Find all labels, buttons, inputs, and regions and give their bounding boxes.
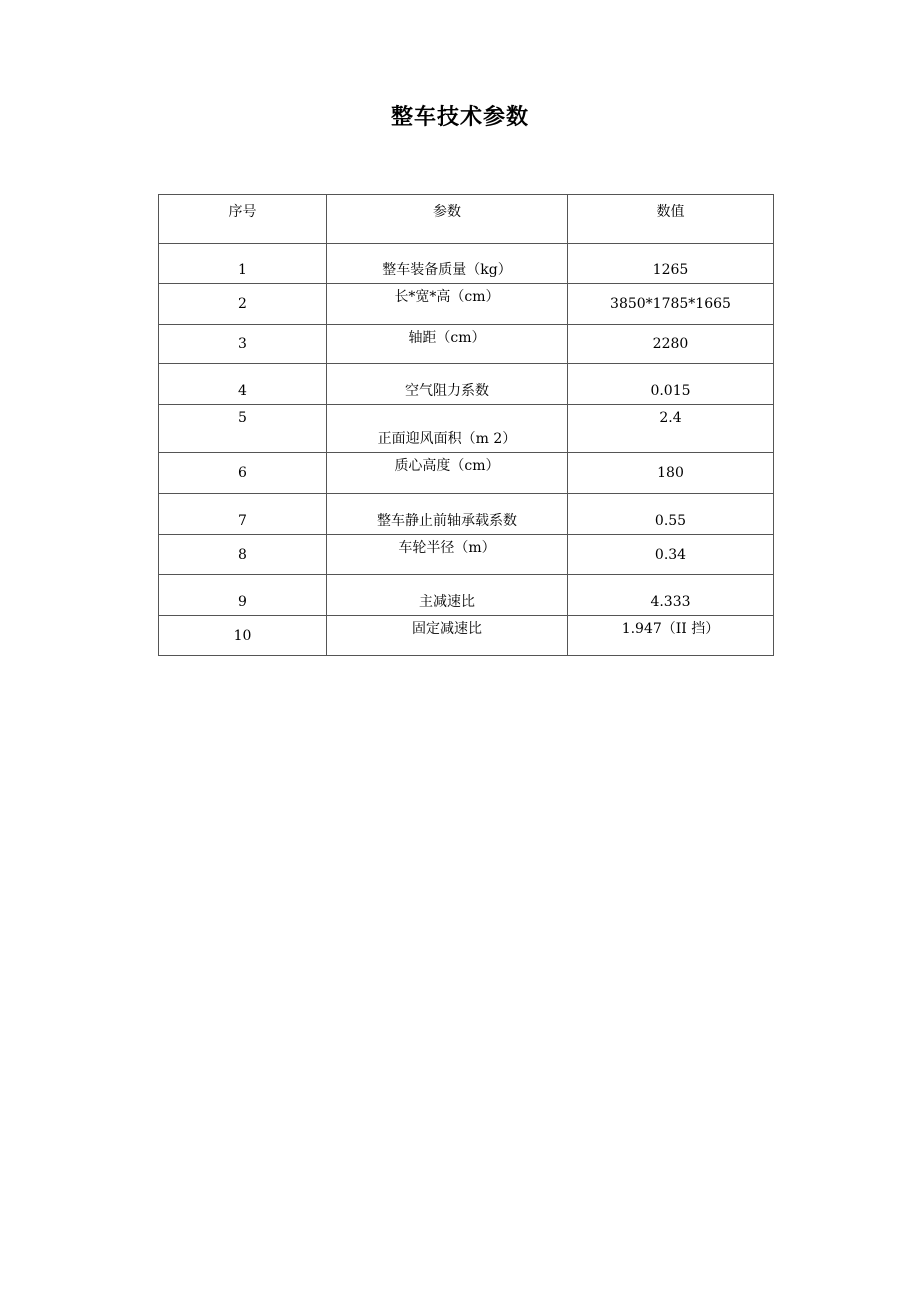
row-index: 3 [159, 325, 327, 364]
table-row [159, 616, 774, 656]
table-row [159, 535, 774, 575]
table-row [159, 284, 774, 325]
table-row [159, 244, 774, 284]
header-value: 数值 [568, 195, 774, 244]
row-index: 10 [159, 616, 327, 656]
row-index: 2 [159, 284, 327, 325]
row-value: 0.015 [568, 364, 774, 405]
row-value: 0.34 [568, 535, 774, 575]
row-index: 6 [159, 453, 327, 494]
header-index: 序号 [159, 195, 327, 244]
row-value: 2280 [568, 325, 774, 364]
row-value: 0.55 [568, 494, 774, 535]
header-parameter: 参数 [327, 195, 568, 244]
row-parameter: 正面迎风面积（m 2） [327, 405, 568, 453]
row-value: 4.333 [568, 575, 774, 616]
row-value: 1.947（II 挡） [568, 616, 774, 656]
row-index: 4 [159, 364, 327, 405]
row-parameter: 主减速比 [327, 575, 568, 616]
row-index: 9 [159, 575, 327, 616]
table-row [159, 453, 774, 494]
row-index: 7 [159, 494, 327, 535]
parameters-table [158, 194, 774, 656]
row-index: 5 [159, 405, 327, 453]
row-parameter: 整车静止前轴承载系数 [327, 494, 568, 535]
page-title: 整车技术参数 [390, 105, 529, 130]
table-row [159, 364, 774, 405]
table-row [159, 494, 774, 535]
table-row [159, 405, 774, 453]
row-index: 1 [159, 244, 327, 284]
row-parameter: 固定减速比 [327, 616, 568, 656]
row-value: 3850*1785*1665 [568, 284, 774, 325]
row-value: 180 [568, 453, 774, 494]
row-parameter: 质心高度（cm） [327, 453, 568, 494]
row-value: 2.4 [568, 405, 774, 453]
table-header-row [159, 195, 774, 244]
row-value: 1265 [568, 244, 774, 284]
row-parameter: 车轮半径（m） [327, 535, 568, 575]
row-parameter: 整车装备质量（kg） [327, 244, 568, 284]
table-row [159, 325, 774, 364]
row-index: 8 [159, 535, 327, 575]
row-parameter: 轴距（cm） [327, 325, 568, 364]
row-parameter: 空气阻力系数 [327, 364, 568, 405]
row-parameter: 长*宽*高（cm） [327, 284, 568, 325]
table-row [159, 575, 774, 616]
